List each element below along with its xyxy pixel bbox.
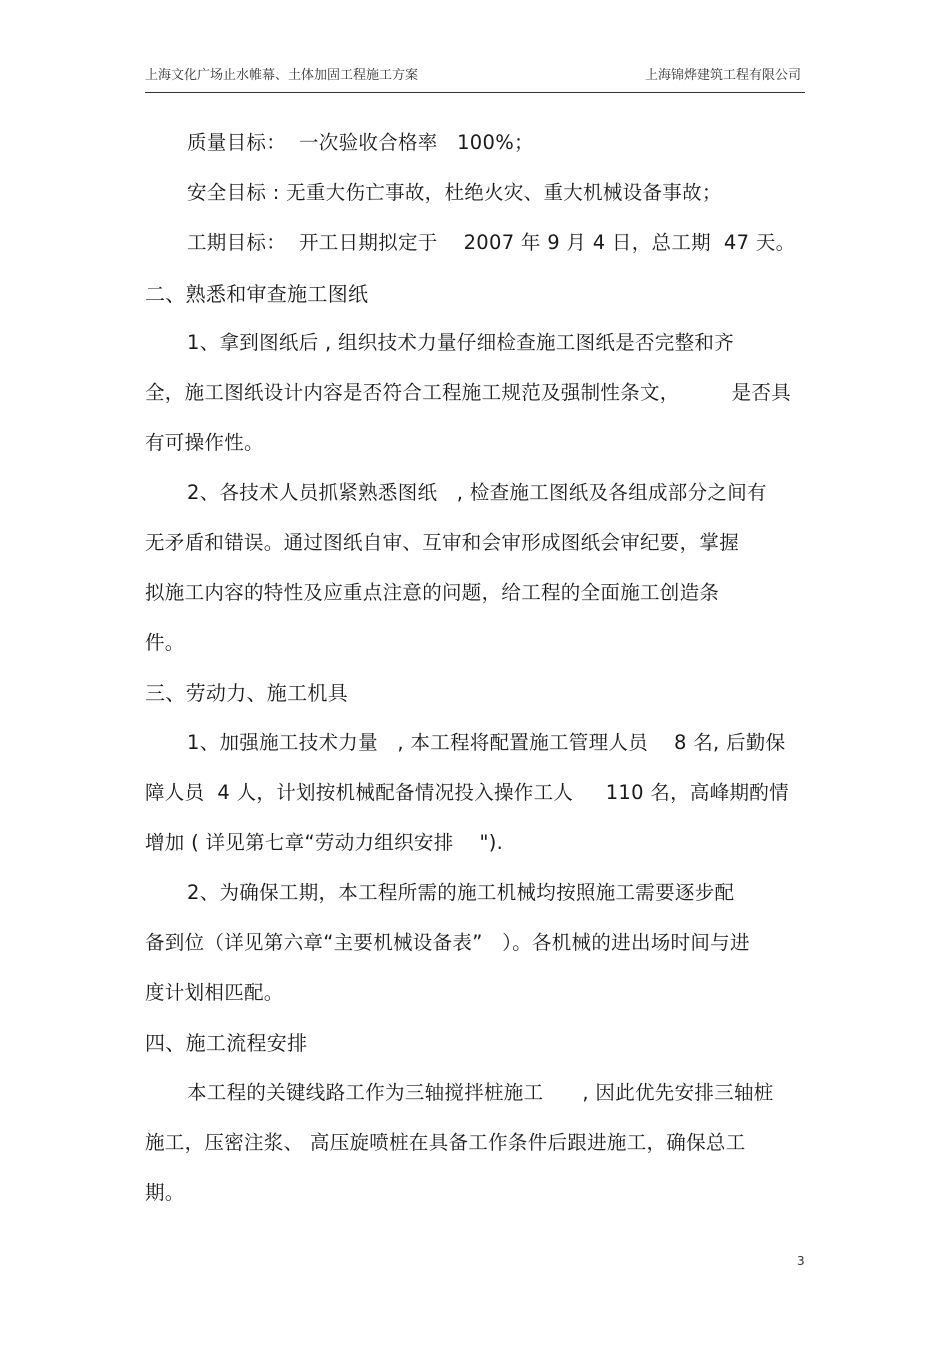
paragraph-line: 1、拿到图纸后 , 组织技术力量仔细检查施工图纸是否完整和齐 — [187, 331, 735, 354]
header-document-title: 上海文化广场止水帷幕、土体加固工程施工方案 — [145, 68, 419, 83]
schedule-goal-line: 工期目标： 开工日期拟定于 2007 年 9 月 4 日，总工期 47 天。 — [187, 231, 796, 254]
page-header — [145, 68, 805, 93]
paragraph-line: 障人员 4 人，计划按机械配备情况投入操作工人 110 名，高峰期酌情 — [145, 781, 789, 804]
paragraph-line: 期。 — [145, 1181, 185, 1204]
paragraph-line: 增加 ( 详见第七章“劳动力组织安排 "). — [145, 831, 504, 854]
paragraph-line: 2、为确保工期，本工程所需的施工机械均按照施工需要逐步配 — [187, 881, 735, 904]
paragraph-line: 本工程的关键线路工作为三轴搅拌桩施工 , 因此优先安排三轴桩 — [187, 1081, 774, 1104]
paragraph-line: 1、加强施工技术力量 , 本工程将配置施工管理人员 8 名, 后勤保 — [187, 731, 786, 754]
paragraph-line: 全，施工图纸设计内容是否符合工程施工规范及强制性条文， 是否具 — [145, 381, 791, 404]
paragraph-line: 有可操作性。 — [145, 431, 264, 454]
paragraph-line: 拟施工内容的特性及应重点注意的问题，给工程的全面施工创造条 — [145, 581, 720, 604]
paragraph-line: 件。 — [145, 631, 185, 654]
page-number: 3 — [797, 1254, 805, 1268]
paragraph-line: 无矛盾和错误。通过图纸自审、互审和会审形成图纸会审纪要，掌握 — [145, 531, 740, 554]
paragraph-line: 2、各技术人员抓紧熟悉图纸 , 检查施工图纸及各组成部分之间有 — [187, 481, 767, 504]
safety-goal-line: 安全目标 : 无重大伤亡事故，杜绝火灾、重大机械设备事故； — [187, 181, 722, 204]
section-heading-4: 四、施工流程安排 — [145, 1031, 308, 1055]
section-heading-2: 二、熟悉和审查施工图纸 — [145, 282, 369, 306]
paragraph-line: 备到位（详见第六章“主要机械设备表” ）。各机械的进出场时间与进 — [145, 931, 750, 954]
paragraph-line: 度计划相匹配。 — [145, 981, 284, 1004]
header-company-name: 上海锦烨建筑工程有限公司 — [644, 68, 801, 83]
quality-goal-line: 质量目标： 一次验收合格率 100%； — [187, 131, 534, 154]
section-heading-3: 三、劳动力、施工机具 — [145, 681, 348, 705]
paragraph-line: 施工，压密注浆、 高压旋喷桩在具备工作条件后跟进施工，确保总工 — [145, 1131, 746, 1154]
